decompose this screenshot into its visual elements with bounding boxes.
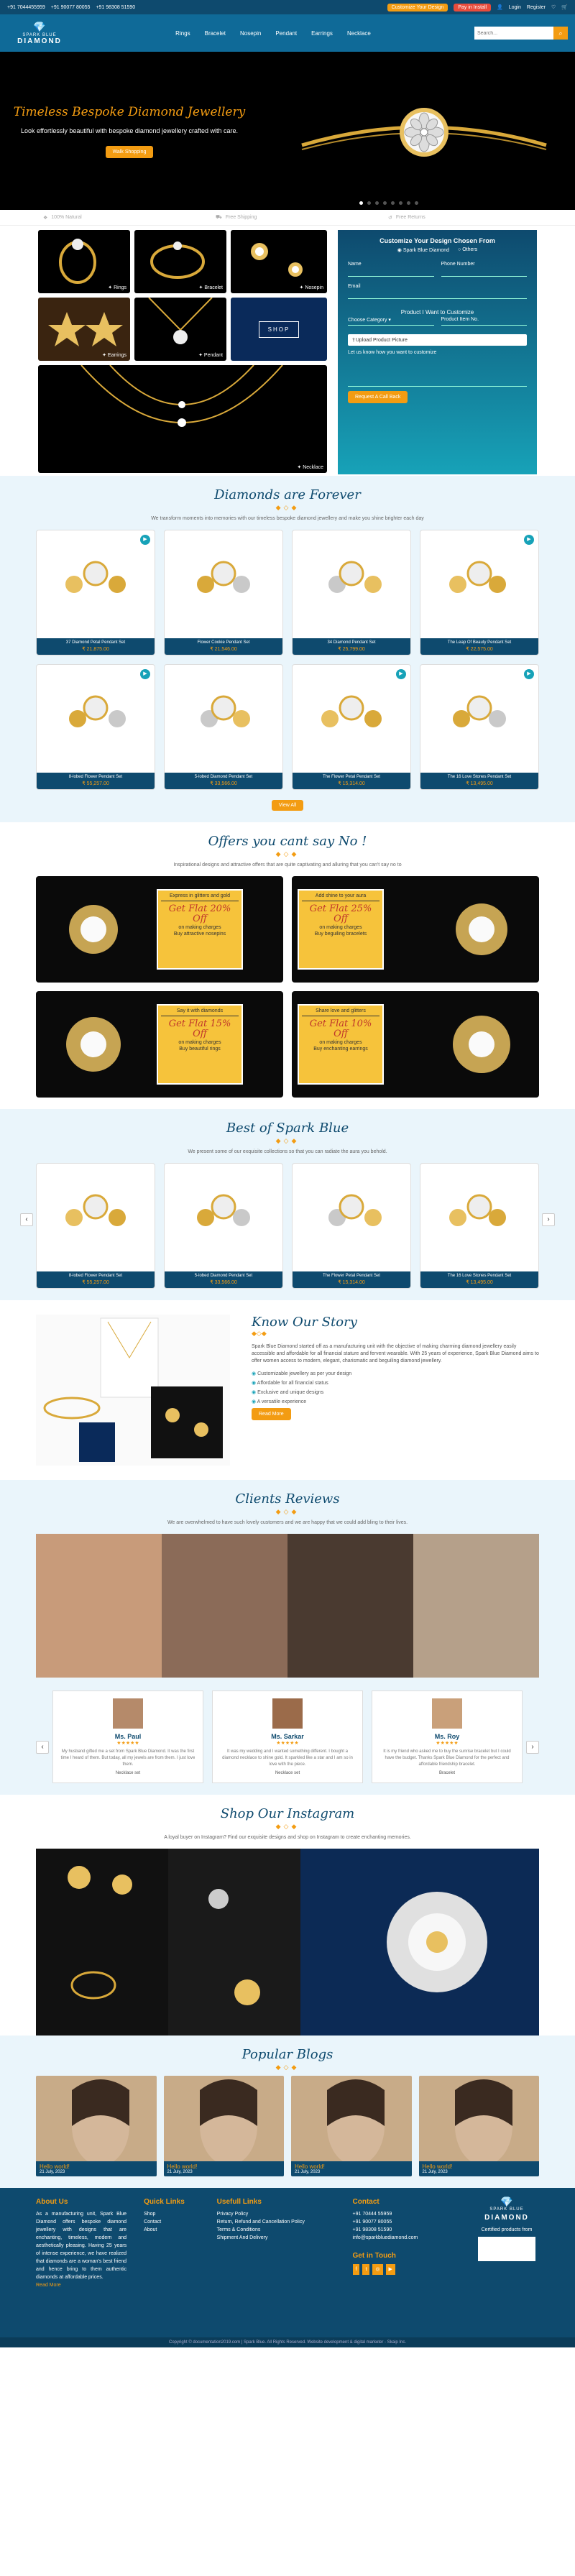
email-field[interactable] <box>348 290 527 299</box>
story-text: Spark Blue Diamond started off as a manufacturing unit with the objective of making charming diamond jewellery easily accessible and affordable for all financial stature and fervent wearable. With 25 years of experience, Spark Blue Diamond aims to offer women access to modern, elegant, charismatic and beguiling diamond jewellery. <box>252 1344 539 1363</box>
category-pendant[interactable]: ✦ Pendant <box>134 298 226 361</box>
product-name: The Flower Petal Pendant Set <box>293 773 410 780</box>
blog-card[interactable]: Hello world! 21 July, 2023 <box>164 2076 285 2176</box>
star-icon: ✦ Rings <box>108 285 126 290</box>
product-image <box>293 1164 410 1271</box>
story-point: ◉ A versatile experience <box>252 1399 539 1404</box>
next-arrow-icon[interactable]: › <box>542 1213 555 1226</box>
product-price: ₹ 33,566.00 <box>165 1279 282 1288</box>
product-name: 5-lobed Diamond Pendant Set <box>165 773 282 780</box>
footer-read-more[interactable]: Read More <box>36 2283 61 2288</box>
product-card[interactable] <box>292 530 411 656</box>
review-card: Ms. Sarkar ★★★★★ It was my wedding and I wanted something different. I bought a diamond necklace to shine gold. It sparkled like a star and I am so in love with the piece. Necklace set <box>212 1690 363 1783</box>
radio-others[interactable]: ○ Others <box>458 247 478 252</box>
product-image <box>293 530 410 638</box>
prev-arrow-icon[interactable]: ‹ <box>20 1213 33 1226</box>
story-point: ◉ Customizable jewellery as per your design <box>252 1371 539 1376</box>
product-price: ₹ 33,566.00 <box>165 780 282 789</box>
play-icon[interactable]: ▶ <box>140 535 150 545</box>
item-field[interactable]: Product Item No. <box>441 317 528 326</box>
product-name: Flower Cookie Pendant Set <box>165 638 282 645</box>
product-price: ₹ 13,495.00 <box>420 780 538 789</box>
best-section: Best of Spark Blue ◆◇◆ We present some of our exquisite collections so that you can radiate the aura you behold. 8-lobed Flower Pendant Set ₹ 55,257.00 5-lobed Diamond Pendant Set ₹ 33,566.00 The Flower Petal Pendant Set ₹ 15,314.00 The 16 Love Stones Pendant Set ₹ 13,495.00 ‹ › <box>0 1109 575 1300</box>
play-icon[interactable]: ▶ <box>396 669 406 679</box>
hero-title: Timeless Bespoke Diamond Jewellery <box>13 105 246 119</box>
nav-item-necklace[interactable]: Necklace <box>346 29 371 37</box>
insta-post[interactable] <box>300 1849 539 2036</box>
product-name: The 16 Love Stones Pendant Set <box>420 773 538 780</box>
category-nosepin[interactable]: ✦ Nosepin <box>231 230 327 293</box>
top-bar <box>0 0 575 14</box>
blog-card[interactable]: Hello world! 21 July, 2023 <box>36 2076 157 2176</box>
product-card[interactable] <box>164 530 283 656</box>
product-card[interactable] <box>36 664 155 790</box>
star-rating: ★★★★★ <box>116 1741 139 1746</box>
feature-strip <box>0 210 575 226</box>
carousel-dot[interactable] <box>399 201 402 205</box>
offers-section: Offers you cant say No ! ◆◇◆ Inspirational designs and attractive offers that are quite captivating and alluring that you can't say no to Express in glitters and gold Get Flat 20% Off on making charges Buy attractive nosepins Add shine to your aura Get Flat 25% Off on making charges Buy beguiling bracelets Say it with diamonds Get Flat 15% Off on making charges Buy beautiful rings Share love and glitters Get Flat 10% Off on making charges Buy enchanting earrings <box>0 822 575 1109</box>
read-more-button[interactable]: Read More <box>252 1408 291 1420</box>
product-image <box>37 1164 155 1271</box>
diamond-icon: 💎 <box>33 21 46 32</box>
product-image <box>420 530 538 638</box>
product-price: ₹ 13,495.00 <box>420 1279 538 1288</box>
nav-item-pendant[interactable]: Pendant <box>275 29 298 37</box>
reviews-section: Clients Reviews ◆◇◆ We are overwhelmed to have such lovely customers and we are happy that we could add bling to their lives. ‹ › Ms. Paul ★★★★★ My husband gifted me a set from Spark Blue Diamond. It was the first time I heard of them. But today, all my jewels are from them. I just love them. Necklace set Ms. Sarkar ★★★★★ It was my wedding and I wanted something different. I bought a diamond necklace to shine gold. It sparkled like a star and I am so in love with the piece. Necklace set Ms. Roy ★★★★★ It is my friend who asked me to buy the sunrise bracelet but I could have the budget. Thanks Spark Blue Diamond for the perfect and affordable friendship bracelet. Bracelet <box>0 1480 575 1795</box>
quick-link[interactable]: Contact <box>144 2220 162 2225</box>
product-name: 34 Diamond Pendant Set <box>293 638 410 645</box>
quick-link[interactable]: Shop <box>144 2212 156 2217</box>
product-card[interactable] <box>164 1163 283 1289</box>
product-price: ₹ 21,875.00 <box>37 645 155 655</box>
product-image <box>37 530 155 638</box>
bracelet-image <box>295 80 553 188</box>
section-title: Offers you cant say No ! <box>208 834 367 849</box>
category-select[interactable]: Choose Category ▾ <box>348 317 434 326</box>
product-image <box>165 665 282 773</box>
carousel-dot[interactable] <box>415 201 418 205</box>
story-collage <box>36 1315 230 1466</box>
avatar <box>113 1698 143 1729</box>
product-card[interactable] <box>420 1163 539 1289</box>
product-price: ₹ 21,546.00 <box>165 645 282 655</box>
best-grid <box>36 1163 539 1289</box>
shop-tile[interactable]: SHOP <box>231 298 327 361</box>
return-icon: ↺ <box>388 215 392 221</box>
user-icon: 👤 <box>497 5 503 10</box>
story-points <box>252 1371 539 1404</box>
star-rating: ★★★★★ <box>436 1741 459 1746</box>
play-icon[interactable]: ▶ <box>524 535 534 545</box>
product-name: The Leap Of Beauty Pendant Set <box>420 638 538 645</box>
certification-badge <box>478 2237 535 2261</box>
carousel-dot[interactable] <box>391 201 395 205</box>
carousel-dots <box>359 201 418 205</box>
useful-link[interactable]: Terms & Conditions <box>216 2227 261 2232</box>
submit-button[interactable]: Request A Call Back <box>348 391 408 403</box>
product-image <box>165 530 282 638</box>
leaf-icon: ❖ <box>43 215 48 221</box>
product-card[interactable] <box>164 664 283 790</box>
form-title: Customize Your Design Chosen From <box>380 237 495 244</box>
section-title: Know Our Story <box>252 1315 357 1330</box>
feature-returns: ↺ Free Returns <box>388 215 426 221</box>
product-grid <box>36 530 539 790</box>
footer-logo: 💎 SPARK BLUE DIAMOND <box>484 2196 529 2222</box>
upload-button[interactable]: ⇪ Upload Product Picture <box>348 334 527 346</box>
ornament-icon: ◆◇◆ <box>275 504 300 511</box>
offer-banner[interactable]: Express in glitters and gold Get Flat 20% Off on making charges Buy attractive nosepins <box>36 876 283 983</box>
search-input[interactable] <box>474 27 553 40</box>
product-card[interactable] <box>420 664 539 790</box>
product-price: ₹ 15,314.00 <box>293 1279 410 1288</box>
main-nav <box>0 14 575 52</box>
product-name: 8-lobed Flower Pendant Set <box>37 1271 155 1279</box>
carousel-dot[interactable] <box>375 201 379 205</box>
pay-pill[interactable]: Pay in Install <box>454 4 491 12</box>
useful-link[interactable]: Privacy Policy <box>216 2212 249 2217</box>
note-textarea[interactable] <box>348 356 527 387</box>
review-cards <box>36 1690 539 1783</box>
section-title: Best of Spark Blue <box>226 1121 349 1136</box>
truck-icon: ⛟ <box>216 215 222 220</box>
avatar <box>432 1698 462 1729</box>
footer: About Us As a manufacturing unit, Spark Blue Diamond offers bespoke diamond jewellery with designs that are enchanting, timeless, modern and aesthetically pleasing. Having 25 years of intense experience, we have realized that diamonds are a woman's best friend and hence bring to them authentic diamonds at affordable prices. Read More Quick Links Shop Contact About Usefull Links Privacy Policy Return, Refund and Cancellation Policy Terms & Conditions Shipment And Delivery Contact +91 70444 55959 +91 90077 80055 +91 98308 51590 info@sparkbluediamond.com Get in Touch f t ◎ ▶ 💎 SPARK BLUE DIAMOND Certified products from <box>0 2188 575 2337</box>
contact-link[interactable]: +91 90077 80055 <box>352 2220 392 2225</box>
nav-item-nosepin[interactable]: Nosepin <box>239 29 262 37</box>
feature-natural: ❖ 100% Natural <box>43 215 82 221</box>
instagram-grid <box>36 1849 539 2036</box>
search-icon[interactable]: ⌕ <box>553 27 568 40</box>
product-price: ₹ 15,314.00 <box>293 780 410 789</box>
contact-link[interactable]: +91 70444 55959 <box>352 2212 392 2217</box>
category-rings[interactable] <box>38 230 130 293</box>
carousel-dot[interactable] <box>367 201 371 205</box>
product-name: 8-lobed Flower Pendant Set <box>37 773 155 780</box>
section-title: Diamonds are Forever <box>214 487 361 502</box>
phone-field[interactable] <box>441 268 528 277</box>
section-title: Clients Reviews <box>235 1491 340 1506</box>
product-image <box>37 665 155 773</box>
instagram-section: Shop Our Instagram ◆◇◆ A loyal buyer on Instagram? Find our exquisite designs and shop on Instagram to create enchanting memories. <box>0 1795 575 2036</box>
product-name: The Flower Petal Pendant Set <box>293 1271 410 1279</box>
diamonds-section: Diamonds are Forever ◆◇◆ We transform moments into memories with our timeless bespoke diamond jewellery and make you shine brighter each day ▶ 37 Diamond Petal Pendant Set ₹ 21,875.00 Flower Cookie Pendant Set ₹ 21,546.00 34 Diamond Pendant Set ₹ 25,799.00 ▶ The Leap Of Beauty Pendant Set ₹ 22,575.00 ▶ 8-lobed Flower Pendant Set ₹ 55,257.00 5-lobed Diamond Pendant Set ₹ 33,566.00 ▶ The Flower Petal Pendant Set ₹ 15,314.00 ▶ The 16 Love Stones Pendant Set ₹ 13,495.00 View All <box>0 476 575 822</box>
product-image <box>165 1164 282 1271</box>
offer-banner[interactable]: Share love and glitters Get Flat 10% Off on making charges Buy enchanting earrings <box>292 991 539 1098</box>
customize-pill[interactable]: Customize Your Design <box>387 4 448 12</box>
instagram-icon[interactable]: ◎ <box>372 2264 382 2275</box>
product-card[interactable] <box>36 1163 155 1289</box>
section-title: Popular Blogs <box>242 2047 334 2062</box>
offer-banner[interactable]: Say it with diamonds Get Flat 15% Off on making charges Buy beautiful rings <box>36 991 283 1098</box>
product-card[interactable] <box>420 530 539 656</box>
nav-item-bracelet[interactable]: Bracelet <box>204 29 226 37</box>
product-card[interactable] <box>292 664 411 790</box>
twitter-icon[interactable]: t <box>362 2264 369 2275</box>
brand-logo[interactable]: 💎 SPARK BLUE DIAMOND <box>17 21 62 45</box>
login-link[interactable]: Login <box>508 4 521 10</box>
category-bracelet[interactable]: ✦ Bracelet <box>134 230 226 293</box>
search-box <box>474 27 568 40</box>
blogs-section: Popular Blogs ◆◇◆ Hello world! 21 July, 2023 Hello world! 21 July, 2023 Hello world! 21 July, 2023 Hello world! 21 July, 2023 <box>0 2036 575 2188</box>
review-card: Ms. Paul ★★★★★ My husband gifted me a set from Spark Blue Diamond. It was the first time I heard of them. But today, all my jewels are from them. I just love them. Necklace set <box>52 1690 203 1783</box>
product-price: ₹ 22,575.00 <box>420 645 538 655</box>
product-price: ₹ 25,799.00 <box>293 645 410 655</box>
useful-link[interactable]: Return, Refund and Cancellation Policy <box>216 2220 305 2225</box>
story-section: Know Our Story ◆◇◆ Spark Blue Diamond started off as a manufacturing unit with the objective of making charming diamond jewellery easily accessible and affordable for all financial stature and fervent wearable. With 25 years of experience, Spark Blue Diamond aims to offer women access to modern, elegant, charismatic and beguiling diamond jewellery. ◉ Customizable jewellery as per your design ◉ Affordable for all financial status ◉ Exclusive and unique designs ◉ A versatile experience Read More <box>0 1300 575 1480</box>
view-all-button[interactable]: View All <box>272 800 303 811</box>
name-field[interactable] <box>348 268 434 277</box>
hero-banner <box>0 52 575 210</box>
insta-post[interactable] <box>36 1849 168 2036</box>
product-image <box>420 665 538 773</box>
product-image <box>293 665 410 773</box>
category-section <box>0 226 575 476</box>
next-arrow-icon[interactable]: › <box>526 1741 539 1754</box>
review-card: Ms. Roy ★★★★★ It is my friend who asked me to buy the sunrise bracelet but I could have the budget. Thanks Spark Blue Diamond for the perfect and affordable friendship bracelet. Bracelet <box>372 1690 523 1783</box>
product-image <box>420 1164 538 1271</box>
category-necklace[interactable]: ✦ Necklace <box>38 365 327 473</box>
offer-grid <box>36 876 539 1098</box>
register-link[interactable]: Register <box>526 4 546 10</box>
offer-banner[interactable]: Add shine to your aura Get Flat 25% Off on making charges Buy beguiling bracelets <box>292 876 539 983</box>
facebook-icon[interactable]: f <box>353 2264 360 2275</box>
heart-icon[interactable]: ♡ <box>551 5 556 10</box>
phone-3[interactable]: +91 98308 51590 <box>96 4 136 10</box>
feature-shipping: ⛟ Free Shipping <box>216 215 257 220</box>
carousel-dot[interactable] <box>359 201 363 205</box>
avatar <box>272 1698 303 1729</box>
youtube-icon[interactable]: ▶ <box>386 2264 395 2275</box>
phone-2[interactable]: +91 90077 80055 <box>50 4 91 10</box>
prev-arrow-icon[interactable]: ‹ <box>36 1741 49 1754</box>
blog-card[interactable]: Hello world! 21 July, 2023 <box>291 2076 412 2176</box>
review-photos <box>36 1534 539 1678</box>
product-price: ₹ 55,257.00 <box>37 1279 155 1288</box>
customize-form: Customize Your Design Chosen From ◉ Spark Blue Diamond ○ Others Name Phone Number Email Product I Want to Customize Choose Category ▾ Product Item No. ⇪ Upload Product Picture Let us know how you want to customize Request A Call Back <box>338 230 537 474</box>
story-point: ◉ Affordable for all financial status <box>252 1380 539 1386</box>
hero-shop-button[interactable]: Walk Shopping <box>106 146 154 158</box>
useful-link[interactable]: Shipment And Delivery <box>216 2235 268 2240</box>
blog-grid <box>36 2076 539 2176</box>
contact-link[interactable]: +91 98308 51590 <box>352 2227 392 2232</box>
play-icon[interactable]: ▶ <box>524 669 534 679</box>
play-icon[interactable]: ▶ <box>140 669 150 679</box>
blog-card[interactable]: Hello world! 21 July, 2023 <box>419 2076 540 2176</box>
carousel-dot[interactable] <box>407 201 410 205</box>
category-earrings[interactable]: ✦ Earrings <box>38 298 130 361</box>
product-name: The 16 Love Stones Pendant Set <box>420 1271 538 1279</box>
nav-menu <box>79 27 467 40</box>
radio-spark-blue[interactable]: ◉ Spark Blue Diamond <box>397 248 450 253</box>
quick-link[interactable]: About <box>144 2227 157 2232</box>
contact-link[interactable]: info@sparkbluediamond.com <box>352 2235 418 2240</box>
story-point: ◉ Exclusive and unique designs <box>252 1389 539 1395</box>
insta-post[interactable] <box>168 1849 300 2036</box>
product-card[interactable] <box>36 530 155 656</box>
nav-item-earrings[interactable]: Earrings <box>311 29 333 37</box>
section-title: Shop Our Instagram <box>220 1806 355 1821</box>
product-card[interactable] <box>292 1163 411 1289</box>
product-price: ₹ 55,257.00 <box>37 780 155 789</box>
star-rating: ★★★★★ <box>276 1741 299 1746</box>
hero-text: Look effortlessly beautiful with bespoke diamond jewellery crafted with care. <box>21 127 238 134</box>
cart-icon[interactable]: 🛒 <box>561 5 568 10</box>
copyright: Copyright © documentation2019.com | Spark Blue. All Rights Reserved. Website development & digital marketer - Skaip Inc. <box>0 2337 575 2347</box>
product-name: 37 Diamond Petal Pendant Set <box>37 638 155 645</box>
carousel-dot[interactable] <box>383 201 387 205</box>
nav-item-rings[interactable]: Rings <box>175 29 190 37</box>
product-name: 5-lobed Diamond Pendant Set <box>165 1271 282 1279</box>
phone-1[interactable]: +91 7044455959 <box>7 4 45 10</box>
